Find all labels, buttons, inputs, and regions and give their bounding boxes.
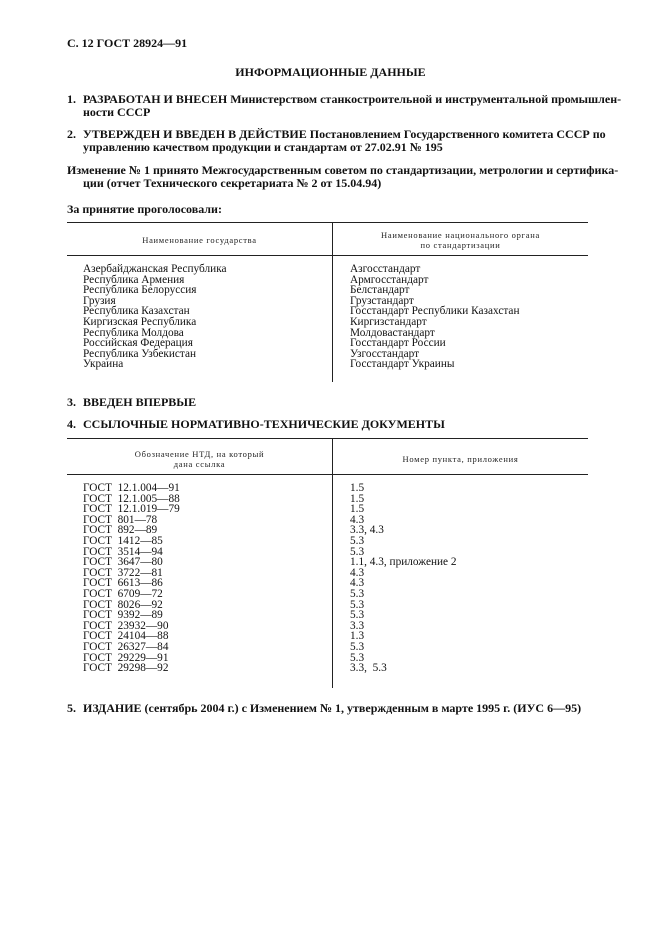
doc-clause-ref: 1.3 <box>350 630 365 643</box>
standards-body-name: Киргизстандарт <box>350 315 427 328</box>
section-1-line2: ности СССР <box>83 105 151 119</box>
standards-body-name: Узгосстандарт <box>350 347 420 360</box>
doc-clause-ref: 3.3 <box>350 619 365 632</box>
docs-col1-header-line2: дана ссылка <box>173 459 226 469</box>
doc-clause-ref: 5.3 <box>350 651 365 664</box>
state-name: Азербайджанская Республика <box>83 263 227 275</box>
states-col2-list <box>350 264 520 370</box>
states-col1-list <box>83 264 227 370</box>
doc-designation: ГОСТ 6613—86 <box>83 577 163 590</box>
doc-clause-ref: 5.3 <box>350 640 365 653</box>
amendment-line2: ции (отчет Технического секретариата № 2 от 15.04.94) <box>83 176 382 190</box>
docs-table-top-rule <box>67 438 588 439</box>
doc-clause-ref: 5.3 <box>350 609 365 622</box>
doc-designation: ГОСТ 6709—72 <box>83 587 163 600</box>
doc-clause-ref: 5.3 <box>350 587 365 600</box>
section-2-line1: УТВЕРЖДЕН И ВВЕДЕН В ДЕЙСТВИЕ Постановлением Государственного комитета СССР по <box>83 127 606 141</box>
docs-col1-list <box>83 483 180 674</box>
doc-clause-ref: 5.3 <box>350 598 365 611</box>
state-name: Российская Федерация <box>83 337 193 350</box>
doc-designation: ГОСТ 1412—85 <box>83 534 163 547</box>
state-name: Республика Узбекистан <box>83 347 197 360</box>
state-name: Украина <box>83 358 124 371</box>
doc-clause-ref: 1.5 <box>350 482 365 494</box>
states-table-header-rule <box>67 255 588 256</box>
section-3-text: ВВЕДЕН ВПЕРВЫЕ <box>83 395 197 409</box>
standards-body-name: Белстандарт <box>350 284 410 297</box>
docs-col1-header-line1: Обозначение НТД, на который <box>134 449 265 459</box>
docs-table-column-divider <box>332 438 333 688</box>
doc-clause-ref: 5.3 <box>350 545 365 558</box>
docs-col2-list <box>350 483 457 674</box>
states-col2-header-line1: Наименование национального органа <box>381 230 540 240</box>
voted-label: За принятие проголосовали: <box>67 202 222 216</box>
page-header: С. 12 ГОСТ 28924—91 <box>67 36 188 50</box>
section-5-text: ИЗДАНИЕ (сентябрь 2004 г.) с Изменением № 1, утвержденным в марте 1995 г. (ИУС 6—95) <box>83 701 582 715</box>
doc-designation: ГОСТ 24104—88 <box>83 630 169 643</box>
state-name: Республика Белоруссия <box>83 284 197 297</box>
doc-designation: ГОСТ 12.1.004—91 <box>83 482 180 494</box>
doc-designation: ГОСТ 3514—94 <box>83 545 163 558</box>
standards-body-name: Госстандарт Украины <box>350 358 455 371</box>
states-table-top-rule <box>67 222 588 223</box>
state-name: Киргизская Республика <box>83 315 197 328</box>
doc-clause-ref: 1.5 <box>350 492 365 505</box>
doc-designation: ГОСТ 29229—91 <box>83 651 169 664</box>
doc-clause-ref: 4.3 <box>350 513 365 526</box>
docs-table-header-rule <box>67 474 588 475</box>
standards-body-name: Азгосстандарт <box>350 263 421 275</box>
standards-body-name: Молдовастандарт <box>350 326 435 339</box>
doc-designation: ГОСТ 23932—90 <box>83 619 169 632</box>
doc-clause-ref: 5.3 <box>350 534 365 547</box>
doc-designation: ГОСТ 12.1.019—79 <box>83 503 180 516</box>
state-name: Грузия <box>83 294 116 307</box>
state-name: Республика Армения <box>83 273 185 286</box>
amendment-line1: Изменение № 1 принято Межгосударственным советом по стандартизации, метрологии и сертифика- <box>67 163 619 177</box>
standards-body-name: Госстандарт Республики Казахстан <box>350 305 520 318</box>
section-1-line1: РАЗРАБОТАН И ВНЕСЕН Министерством станкостроительной и инструментальной промышлен- <box>83 92 622 106</box>
state-name: Республика Казахстан <box>83 305 190 318</box>
section-2-line2: управлению качеством продукции и стандартам от 27.02.91 № 195 <box>83 140 443 154</box>
standards-body-name: Госстандарт России <box>350 337 446 350</box>
standards-body-name: Армгосстандарт <box>350 273 429 286</box>
doc-clause-ref: 4.3 <box>350 566 365 579</box>
page-title: ИНФОРМАЦИОННЫЕ ДАННЫЕ <box>235 65 426 79</box>
doc-designation: ГОСТ 892—89 <box>83 524 158 537</box>
section-2-number: 2. <box>67 127 76 141</box>
doc-clause-ref: 3.3, 5.3 <box>350 662 387 675</box>
standards-body-name: Грузстандарт <box>350 294 414 307</box>
doc-designation: ГОСТ 8026—92 <box>83 598 163 611</box>
states-col1-header: Наименование государства <box>142 235 257 245</box>
section-5-number: 5. <box>67 701 76 715</box>
doc-clause-ref: 1.5 <box>350 503 365 516</box>
doc-designation: ГОСТ 801—78 <box>83 513 158 526</box>
doc-designation: ГОСТ 9392—89 <box>83 609 163 622</box>
doc-designation: ГОСТ 26327—84 <box>83 640 169 653</box>
doc-designation: ГОСТ 29298—92 <box>83 662 169 675</box>
section-4-number: 4. <box>67 417 76 431</box>
section-1-number: 1. <box>67 92 76 106</box>
doc-clause-ref: 3.3, 4.3 <box>350 524 384 537</box>
states-col2-header-line2: по стандартизации <box>420 240 501 250</box>
doc-designation: ГОСТ 12.1.005—88 <box>83 492 180 505</box>
docs-col2-header: Номер пункта, приложения <box>402 454 519 464</box>
section-3-number: 3. <box>67 395 76 409</box>
doc-designation: ГОСТ 3722—81 <box>83 566 163 579</box>
doc-clause-ref: 1.1, 4.3, приложение 2 <box>350 556 457 569</box>
state-name: Республика Молдова <box>83 326 184 339</box>
section-4-text: ССЫЛОЧНЫЕ НОРМАТИВНО-ТЕХНИЧЕСКИЕ ДОКУМЕНТЫ <box>83 417 445 431</box>
doc-designation: ГОСТ 3647—80 <box>83 556 163 569</box>
doc-clause-ref: 4.3 <box>350 577 365 590</box>
